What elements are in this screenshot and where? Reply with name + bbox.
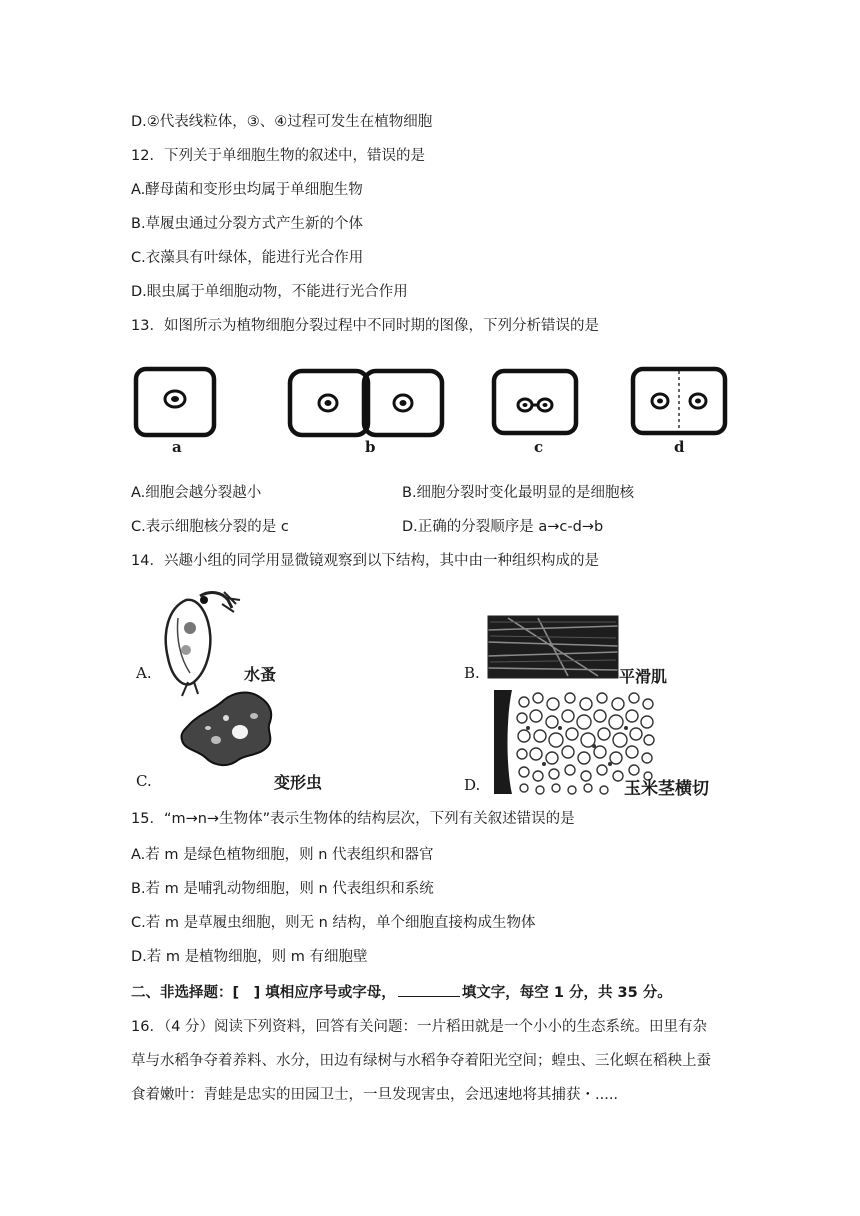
q12-stem: 12．下列关于单细胞生物的叙述中，错误的是 xyxy=(131,148,425,164)
fig13-label-a: a xyxy=(172,438,182,456)
fig13-label-c: c xyxy=(534,438,544,456)
fig14-caption-d: 玉米茎横切 xyxy=(624,779,709,799)
q13-option-c: C.表示细胞核分裂的是 c xyxy=(131,519,289,535)
q15-stem: 15．“m→n→生物体”表示生物体的结构层次，下列有关叙述错误的是 xyxy=(131,811,575,827)
smooth-muscle-image xyxy=(488,616,618,678)
q13-stem: 13．如图所示为植物细胞分裂过程中不同时期的图像，下列分析错误的是 xyxy=(131,318,599,334)
q15-option-b: B.若 m 是哺乳动物细胞，则 n 代表组织和系统 xyxy=(131,881,434,897)
q14-stem: 14．兴趣小组的同学用显微镜观察到以下结构，其中由一种组织构成的是 xyxy=(131,553,599,569)
water-flea-image xyxy=(166,592,240,696)
fig14-caption-b: 平滑肌 xyxy=(619,667,668,686)
structures-figure xyxy=(128,578,722,803)
q16-line-1: 16．（4 分）阅读下列资料，回答有关问题：一片稻田就是一个小小的生态系统。田里有杂 xyxy=(131,1019,708,1035)
q12-option-c: C.衣藻具有叶绿体，能进行光合作用 xyxy=(131,250,364,266)
fig13-label-b: b xyxy=(365,438,376,456)
fig14-letter-b: B. xyxy=(464,664,480,682)
q13-option-b: B.细胞分裂时变化最明显的是细胞核 xyxy=(402,485,635,501)
q12-option-b: B.草履虫通过分裂方式产生新的个体 xyxy=(131,216,364,232)
q13-option-a: A.细胞会越分裂越小 xyxy=(131,485,262,501)
section-2-text-a: 二、非选择题：[ ] 填相应序号或字母， xyxy=(131,985,396,1001)
fig14-letter-c: C. xyxy=(136,772,152,790)
cell-division-figure xyxy=(128,355,738,460)
q15-option-d: D.若 m 是植物细胞，则 m 有细胞壁 xyxy=(131,949,368,965)
section-2-text-b: 填文字，每空 1 分，共 35 分。 xyxy=(461,985,672,1001)
fig13-label-d: d xyxy=(674,438,685,456)
q16-line-2: 草与水稻争夺着养料、水分，田边有绿树与水稻争夺着阳光空间；蝗虫、三化螟在稻秧上蚕 xyxy=(131,1053,711,1069)
amoeba-image xyxy=(181,693,271,766)
q15-option-a: A.若 m 是绿色植物细胞，则 n 代表组织和器官 xyxy=(131,847,434,863)
fig14-caption-a: 水蚤 xyxy=(244,665,277,684)
q12-option-d: D.眼虫属于单细胞动物，不能进行光合作用 xyxy=(131,284,408,300)
q13-option-d: D.正确的分裂顺序是 a→c-d→b xyxy=(402,519,604,535)
fig14-letter-a: A. xyxy=(136,664,152,682)
section-2-heading xyxy=(131,982,672,1003)
q12-option-a: A.酵母菌和变形虫均属于单细胞生物 xyxy=(131,182,363,198)
fill-in-blank xyxy=(398,982,460,997)
cell-c xyxy=(494,371,576,433)
fig14-letter-d: D. xyxy=(464,776,481,794)
fig14-caption-c: 变形虫 xyxy=(274,773,323,792)
q15-option-c: C.若 m 是草履虫细胞，则无 n 结构，单个细胞直接构成生物体 xyxy=(131,915,536,931)
q11-option-d: D.②代表线粒体，③、④过程可发生在植物细胞 xyxy=(131,114,433,130)
q16-line-3: 食着嫩叶：青蛙是忠实的田园卫士，一旦发现害虫，会迅速地将其捕获・..... xyxy=(131,1087,619,1103)
